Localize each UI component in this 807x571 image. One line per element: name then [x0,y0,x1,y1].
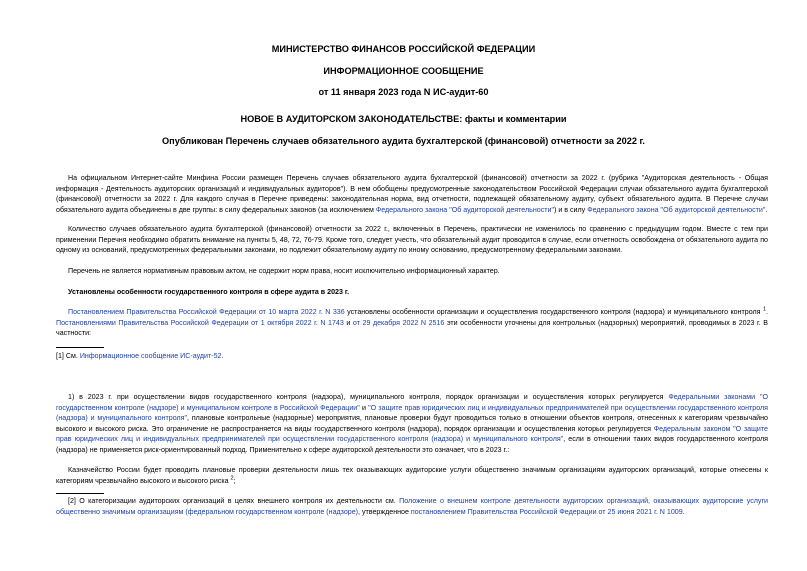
footnote-1-text-a: [1] См. [56,352,80,360]
resolution-1009-link[interactable]: постановлением Правительства Российской Федерации от 25 июня 2021 г. N 1009 [410,507,683,516]
resolution-336-link[interactable]: Постановлением Правительства Российской Федерации от 10 марта 2022 г. N 336 [68,308,345,316]
resolution-1743-link[interactable]: Постановлениями Правительства Российской Федерации от 1 октября 2022 г. N 1743 [56,318,344,327]
subtitle-heading: Опубликован Перечень случаев обязательного аудита бухгалтерской (финансовой) отчетности за 2022 г. [162,136,645,146]
footnote-1-text-b: . [221,352,224,360]
paragraph-1-text-c: . [765,205,768,214]
footnote-2-text-b: , утвержденное [358,507,411,516]
footnote-separator-1 [56,347,104,348]
rubric-heading: НОВОЕ В АУДИТОРСКОМ ЗАКОНОДАТЕЛЬСТВЕ: факты и комментарии [240,114,567,124]
paragraph-4 [56,307,768,339]
document-type-heading: ИНФОРМАЦИОННОЕ СООБЩЕНИЕ [323,66,484,76]
footnote-2-ref[interactable]: 2 [230,475,234,482]
resolution-2516-link[interactable]: от 29 декабря 2022 N 2516 [352,318,445,327]
paragraph-4-text-a: установлены особенности организации и осуществления государственного контроля (надзора) и муниципального контроля [344,308,763,316]
paragraph-1-text-a: На официальном Интернет-сайте Минфина России размещен Перечень случаев обязательного аудита бухгалтерской (финансовой) отчетности за 2022 г. (рубрика "Аудиторская деятельность - Общая информация - Деятельность аудиторских организаций и индивидуальных аудиторов"). В нем обобщены предусмотренные законодательством Российской Федерации случаи обязательного аудита бухгалтерской (финансовой) отчетности за 2022 г. Для каждого случая в Перечне приведены: законодательная норма, вид отчетности, подлежащей обязательному аудиту, субъект обязательного аудита. В Перечне случаи обязательного аудита объединены в две группы: в силу федеральных законов (за исключением [56,174,768,214]
paragraph-2: Количество случаев обязательного аудита бухгалтерской (финансовой) отчетности за 2022 г., включенных в Перечень, практически не изменилось по сравнению с предыдущим годом. Вместе с тем при применении Перечня необходимо обратить внимание на пункты 5, 48, 72, 76-79. Кроме того, следует учесть, что обязательный аудит проводится в случае, если отчетность освобождена от обязательного аудита по одному из оснований, предусмотренных федеральными законами, но подлежит обязательному аудиту по иному основанию, предусмотренному федеральными законами. [56,225,768,254]
footnote-separator-2 [56,493,104,494]
footnote-1 [56,351,768,362]
federal-laws-state-control-link[interactable]: Федеральными законами "О государственном контроле (надзоре) и муниципальном контроле в Российской Федерации" [56,393,769,412]
info-message-52-link[interactable]: Информационное сообщение ИС-аудит-52 [79,352,222,360]
paragraph-4-text-c: и [343,318,353,327]
footnote-2 [56,496,768,517]
federal-law-audit-link-2[interactable]: Федерального закона "Об аудиторской деятельности" [587,205,766,214]
ministry-heading: МИНИСТЕРСТВО ФИНАНСОВ РОССИЙСКОЙ ФЕДЕРАЦИИ [271,44,536,54]
paragraph-6 [56,465,768,486]
federal-law-audit-link-1[interactable]: Федерального закона "Об аудиторской деятельности" [375,205,554,214]
paragraph-3: Перечень не является нормативным правовым актом, не содержит норм права, носит исключительно информационный характер. [68,267,500,275]
paragraph-1-text-b: ) и в силу [554,205,588,214]
paragraph-5-text-d: , если в отношении таких видов государственного контроля (надзора) не применяется риск-ориентированный подход. Применительно к сфере аудиторской деятельности это означает, что в 2023 г.: [56,435,768,454]
footnote-2-text-a: [2] О категоризации аудиторских организаций в целях внешнего контроля их деятельности см. [68,497,400,505]
footnote-2-text-c: . [682,507,685,516]
paragraph-5-text-a: 1) в 2023 г. при осуществлении видов государственного контроля (надзора), муниципального контроля, порядок организации и осуществления которых регулируется [68,393,669,401]
law-protection-rights-link-1[interactable]: "О защите прав юридических лиц и индивидуальных предпринимателей при осуществлении государственного контроля (надзора) и муниципального контроля" [56,403,768,422]
footnote-1-ref[interactable]: 1 [762,306,767,313]
law-protection-rights-link-2[interactable]: Федеральным законом "О защите прав юридических лиц и индивидуальных предпринимателей при осуществлении государственного контроля (надзора) и муниципального контроля" [56,424,768,443]
paragraph-5-text-c: , плановые контрольные (надзорные) мероприятия, плановые проверки будут проводиться только в отношении объектов контроля, отнесенных к категориям чрезвычайно высокого и высокого риска. Это ограничение не распространяется на виды государственного контроля (надзора), порядок организации и осуществления которых регулируется [56,414,768,433]
paragraph-6-text-a: Казначейство России будет проводить плановые проверки деятельности лишь тех оказывающих аудиторские услуги общественно значимым организациям аудиторских организаций, которые отнесены к категориям чрезвычайно высокого и высокого риска [56,466,768,485]
paragraph-4-text-d: эти особенности уточнены для контрольных (надзорных) мероприятий, проводимых в 2023 г. В частности: [56,318,769,337]
paragraph-6-text-b: ; [233,476,236,485]
paragraph-5 [56,392,768,455]
paragraph-4-text-b: . [766,308,768,316]
external-control-regulation-link[interactable]: Положение о внешнем контроле деятельности аудиторских организаций, оказывающих аудиторские услуги общественно значимым организациям (федеральном государственном контроле (надзоре) [56,497,768,516]
date-number-heading: от 11 января 2023 года N ИС-аудит-60 [318,87,489,97]
paragraph-5-text-b: и [359,403,369,412]
paragraph-1 [56,173,768,215]
section-title: Установлены особенности государственного контроля в сфере аудита в 2023 г. [68,288,350,296]
